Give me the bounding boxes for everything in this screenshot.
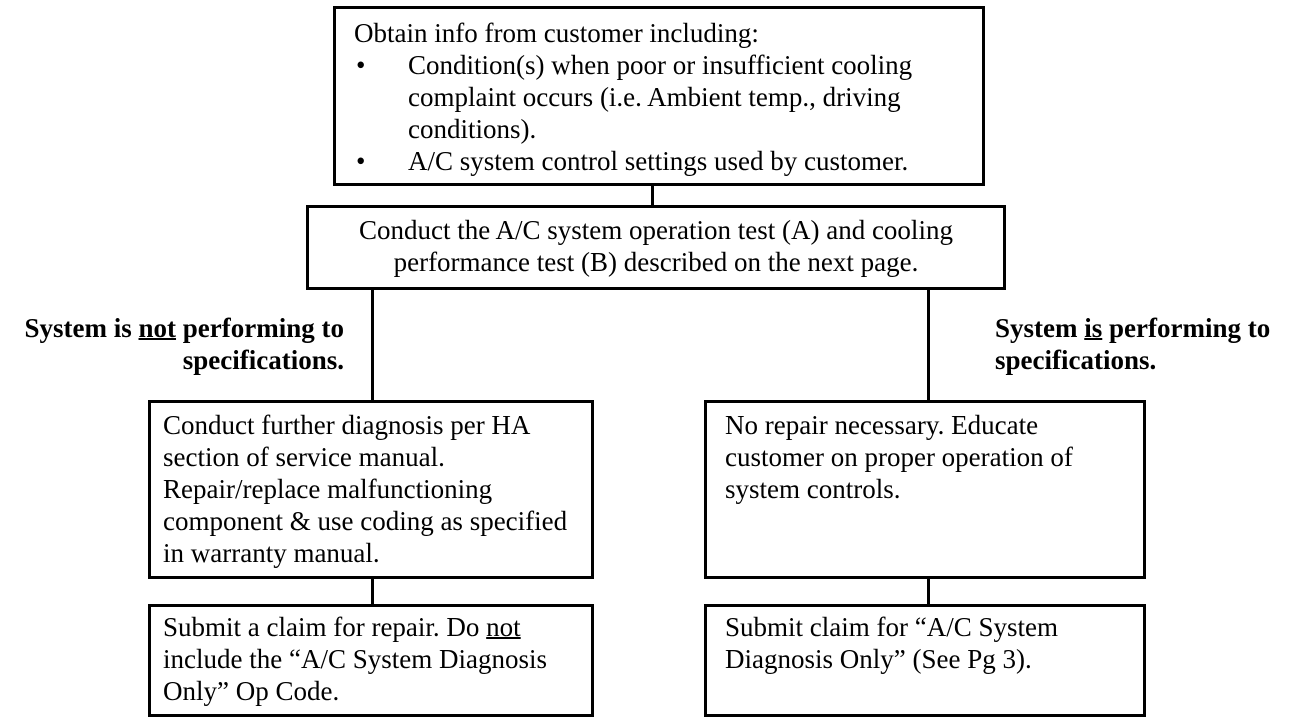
- diagnosis-only-claim-text: Submit claim for “A/C System Diagnosis Only” (See Pg 3).: [725, 612, 1058, 674]
- bullet-text: Condition(s) when poor or insufficient cooling complaint occurs (i.e. Ambient temp., driving conditions).: [408, 50, 913, 144]
- diagnosis-only-claim-box: [704, 604, 1146, 717]
- connector-test-to-right: [927, 290, 930, 400]
- customer-info-bullet-2: [354, 145, 970, 177]
- customer-info-bullet-1: [354, 49, 970, 145]
- branch-label-performing: System is performing to specifications.: [995, 313, 1271, 375]
- no-repair-box: [704, 400, 1146, 579]
- further-diagnosis-box: [148, 400, 594, 579]
- branch-label-not-performing: System is not performing to specifications.: [24, 313, 344, 375]
- connector-right-to-claim: [927, 579, 930, 605]
- no-repair-text: No repair necessary. Educate customer on proper operation of system controls.: [725, 410, 1073, 504]
- bullet-icon: •: [356, 50, 366, 80]
- connector-top-to-test: [651, 186, 654, 206]
- connector-test-to-left: [371, 290, 374, 402]
- repair-claim-box: Submit a claim for repair. Do not include the “A/C System Diagnosis Only” Op Code.: [148, 604, 594, 717]
- test-box: [306, 205, 1006, 290]
- bullet-text: A/C system control settings used by customer.: [408, 146, 909, 176]
- emphasis-not: not: [138, 313, 177, 343]
- test-box-text: Conduct the A/C system operation test (A) and cooling performance test (B) described on the next page.: [359, 215, 953, 277]
- connector-left-to-claim: [371, 579, 374, 605]
- emphasis-not: not: [486, 612, 521, 642]
- customer-info-intro: Obtain info from customer including:: [354, 18, 759, 48]
- further-diagnosis-text: Conduct further diagnosis per HA section of service manual. Repair/replace malfunctioning component & use coding as specified in warranty manual.: [163, 410, 568, 568]
- customer-info-box: [333, 6, 985, 186]
- bullet-icon: •: [356, 146, 366, 176]
- emphasis-is: is: [1084, 313, 1103, 343]
